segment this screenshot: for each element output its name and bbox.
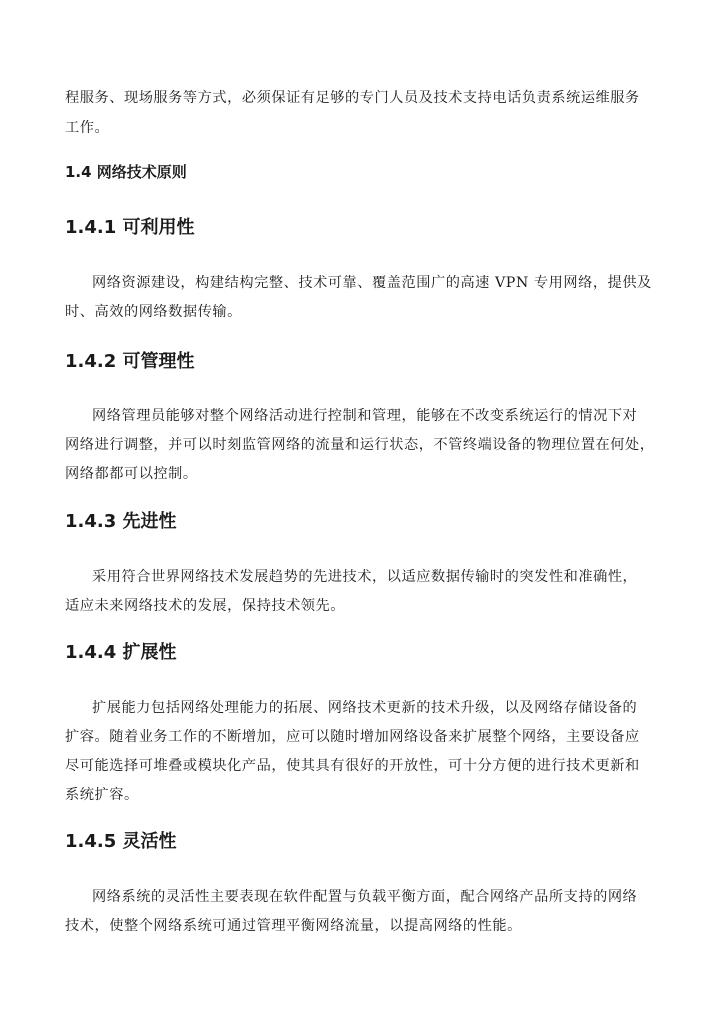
paragraph-line: 适应未来网络技术的发展，保持技术领先。 [65,598,346,614]
subsection-heading-flexibility: 1.4.5 灵活性 [65,831,177,852]
section-heading: 1.4 网络技术原则 [65,163,187,181]
intro-line-1: 程服务、现场服务等方式，必须保证有足够的专门人员及技术支持电话负责系统运维服务 [65,90,640,106]
paragraph-line: 网络系统的灵活性主要表现在软件配置与负载平衡方面，配合网络产品所支持的网络 [92,889,638,905]
subsection-heading-advancement: 1.4.3 先进性 [65,511,177,532]
paragraph-line: 扩容。随着业务工作的不断增加，应可以随时增加网络设备来扩展整个网络，主要设备应 [65,729,640,745]
paragraph-line: 网络管理员能够对整个网络活动进行控制和管理，能够在不改变系统运行的情况下对 [92,408,638,424]
subsection-heading-availability: 1.4.1 可利用性 [65,217,195,238]
paragraph-line: 扩展能力包括网络处理能力的拓展、网络技术更新的技术升级，以及网络存储设备的 [92,700,638,716]
paragraph-line: 网络资源建设，构建结构完整、技术可靠、覆盖范围广的高速 VPN 专用网络，提供及 [92,275,652,291]
subsection-heading-manageability: 1.4.2 可管理性 [65,351,195,372]
paragraph-line: 尽可能选择可堆叠或模块化产品，使其具有很好的开放性，可十分方便的进行技术更新和 [65,758,640,774]
paragraph-line: 系统扩容。 [65,787,139,803]
paragraph-line: 时、高效的网络数据传输。 [65,304,242,320]
paragraph-line: 技术，使整个网络系统可通过管理平衡网络流量，以提高网络的性能。 [65,918,522,934]
intro-line-2: 工作。 [65,120,110,136]
paragraph-line: 网络进行调整，并可以时刻监管网络的流量和运行状态，不管终端设备的物理位置在何处， [65,437,655,453]
subsection-heading-scalability: 1.4.4 扩展性 [65,642,177,663]
paragraph-line: 网络都都可以控制。 [65,466,198,482]
paragraph-line: 采用符合世界网络技术发展趋势的先进技术，以适应数据传输时的突发性和准确性， [92,569,638,585]
